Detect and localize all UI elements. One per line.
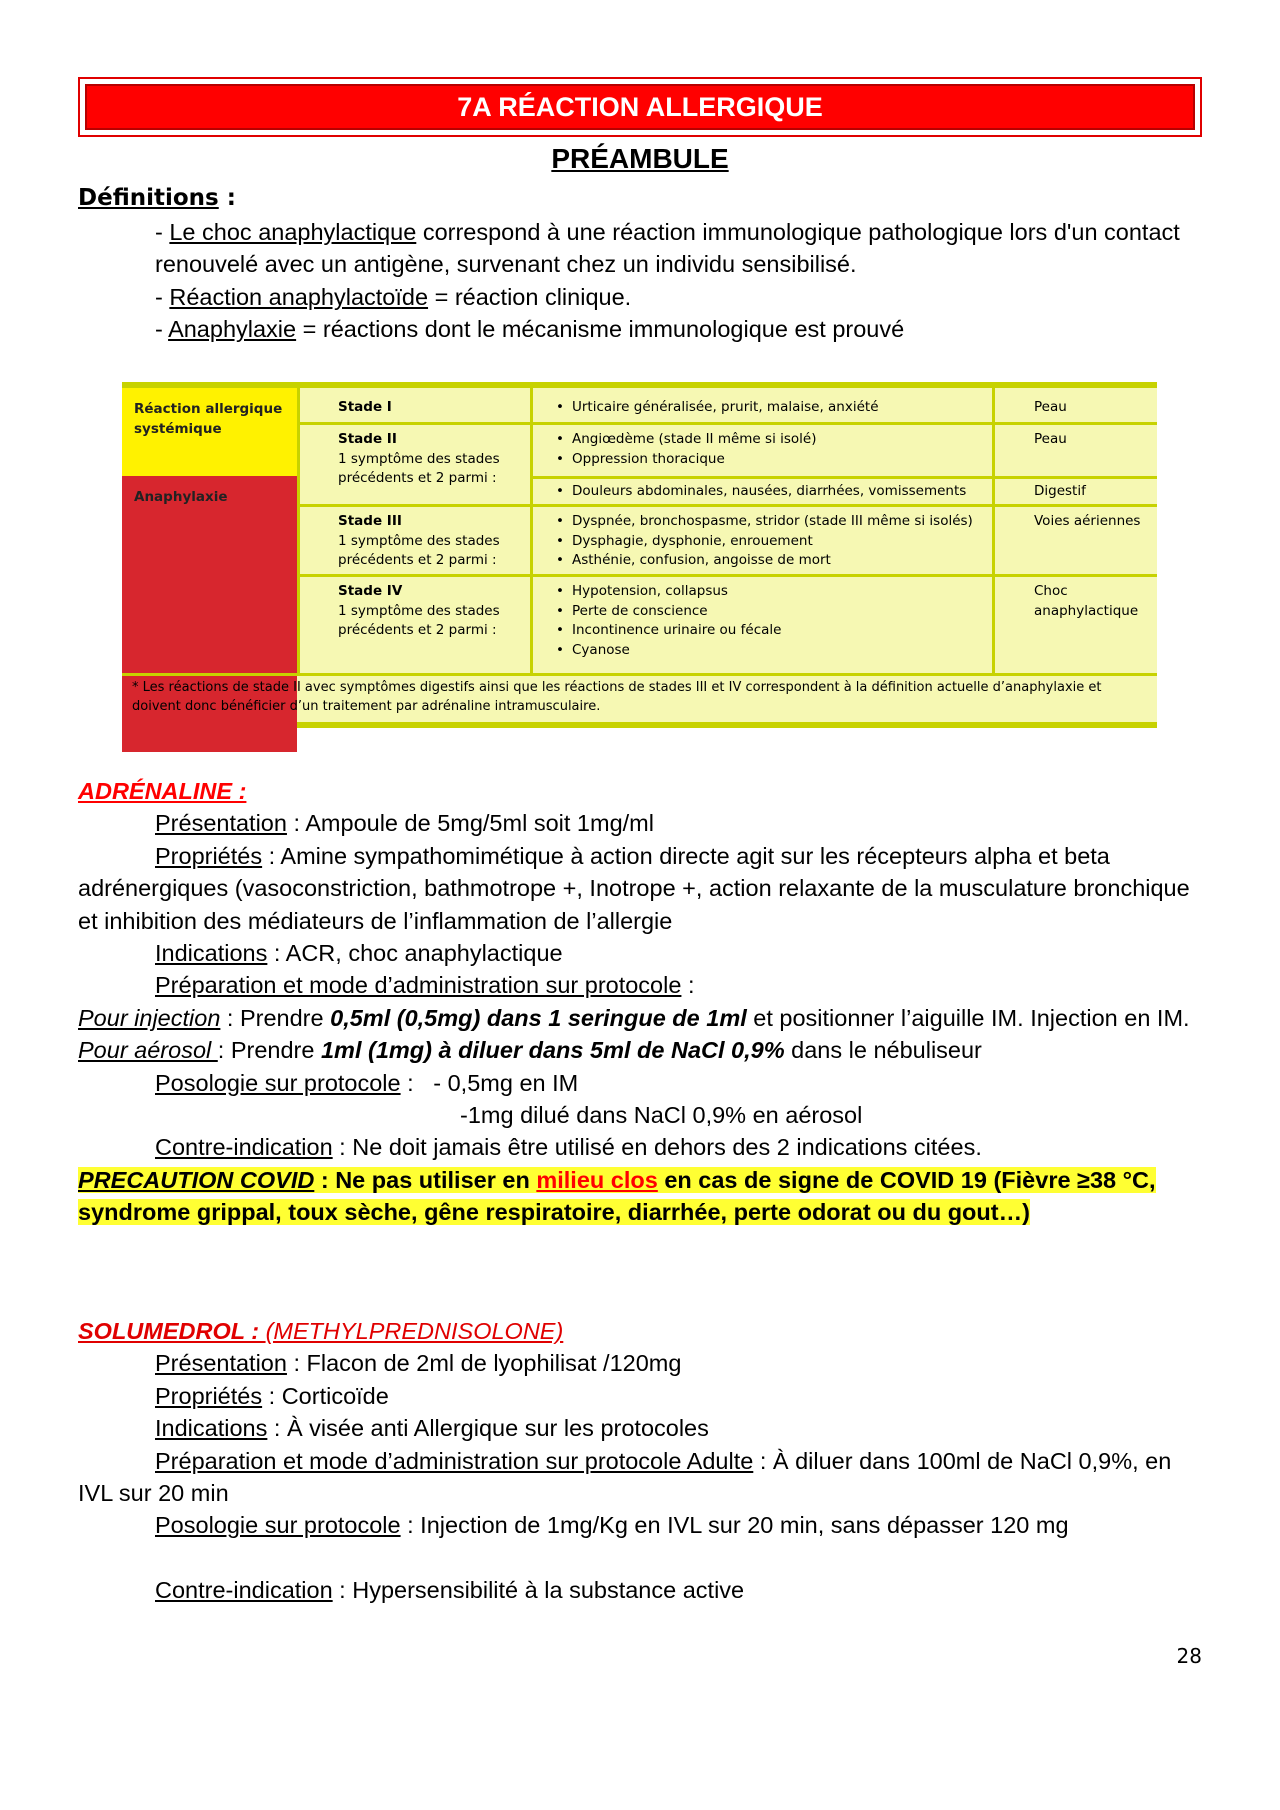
adrenaline-aerosol: Pour aérosol : Prendre 1ml (1mg) à diluer dans 5ml de NaCl 0,9% dans le nébuliseur bbox=[78, 1037, 982, 1064]
table-divider bbox=[297, 422, 1157, 425]
symptom-list bbox=[556, 398, 986, 418]
symptom-item: • Urticaire généralisée, prurit, malaise, anxiété bbox=[556, 398, 986, 418]
organ-label: Peau bbox=[1034, 399, 1067, 415]
solumedrol-section bbox=[78, 1315, 1208, 1606]
preambule-heading: PRÉAMBULE bbox=[551, 143, 729, 174]
symptom-item: • Dyspnée, bronchospasme, stridor (stade III même si isolés) bbox=[556, 512, 986, 532]
adrenaline-preparation: Préparation et mode d’administration sur protocole : bbox=[155, 972, 695, 999]
table-divider bbox=[297, 574, 1157, 577]
spacer bbox=[78, 1542, 1208, 1574]
symptom-list bbox=[556, 582, 986, 660]
symptom-list bbox=[556, 482, 986, 502]
covid-precaution: PRECAUTION COVID : Ne pas utiliser en milieu clos en cas de signe de COVID 19 (Fièvre ≥38 °C, syndrome grippal, toux sèche, gêne respiratoire, diarrhée, perte odorat ou du gout…) bbox=[78, 1166, 1156, 1226]
adrenaline-contraindication: Contre-indication : Ne doit jamais être utilisé en dehors des 2 indications citées. bbox=[155, 1134, 982, 1161]
table-divider bbox=[992, 388, 995, 673]
table-divider bbox=[530, 476, 1157, 479]
stage-label: Stade II 1 symptôme des stades précédents et 2 parmi : bbox=[338, 431, 500, 486]
anaphylaxis-stage-table bbox=[122, 382, 1157, 728]
organ-label: Peau bbox=[1034, 431, 1067, 447]
symptom-item: • Douleurs abdominales, nausées, diarrhées, vomissements bbox=[556, 482, 986, 502]
table-divider bbox=[297, 504, 1157, 507]
solumedrol-properties: Propriétés : Corticoïde bbox=[155, 1382, 389, 1409]
adrenaline-properties: Propriétés : Amine sympathomimétique à action directe agit sur les récepteurs alpha et beta adrénergiques (vasoconstriction, bathmotrope +, Inotrope +, action relaxante de la musculature bronchique et inhibition des médiateurs de l’inflammation de l’allergie bbox=[78, 842, 1190, 934]
adrenaline-injection: Pour injection : Prendre 0,5ml (0,5mg) dans 1 seringue de 1ml et positionner l’aiguille IM. Injection en IM. bbox=[78, 1004, 1190, 1031]
title-banner bbox=[78, 77, 1202, 137]
symptom-item: • Cyanose bbox=[556, 641, 986, 661]
symptom-item: • Angiœdème (stade II même si isolé) bbox=[556, 430, 986, 450]
definition-item: - Le choc anaphylactique correspond à une réaction immunologique pathologique lors d'un contact renouvelé avec un antigène, survenant chez un individu sensibilisé. bbox=[155, 219, 1180, 278]
adrenaline-presentation: Présentation : Ampoule de 5mg/5ml soit 1mg/ml bbox=[155, 810, 654, 837]
symptom-item: • Asthénie, confusion, angoisse de mort bbox=[556, 551, 986, 571]
table-divider bbox=[297, 388, 300, 673]
page-title: 7A RÉACTION ALLERGIQUE bbox=[85, 84, 1195, 130]
adrenaline-section bbox=[78, 775, 1208, 1229]
definition-item: - Réaction anaphylactoïde = réaction clinique. bbox=[155, 283, 632, 310]
solumedrol-indications: Indications : À visée anti Allergique sur les protocoles bbox=[155, 1415, 709, 1442]
stage-label: Stade IV 1 symptôme des stades précédents et 2 parmi : bbox=[338, 583, 500, 638]
organ-label: Digestif bbox=[1034, 483, 1086, 499]
group-anaphylaxie-label: Anaphylaxie bbox=[134, 489, 228, 505]
table-divider bbox=[122, 673, 1157, 676]
symptom-item: • Oppression thoracique bbox=[556, 450, 986, 470]
definitions-list bbox=[155, 216, 1205, 346]
symptom-list bbox=[556, 430, 986, 469]
definition-item: - Anaphylaxie = réactions dont le mécanisme immunologique est prouvé bbox=[155, 316, 905, 343]
adrenaline-posology: Posologie sur protocole : - 0,5mg en IM bbox=[155, 1069, 579, 1096]
definitions-heading: Définitions : bbox=[78, 185, 236, 211]
symptom-item: • Hypotension, collapsus bbox=[556, 582, 986, 602]
symptom-list bbox=[556, 512, 986, 571]
symptom-item: • Dysphagie, dysphonie, enrouement bbox=[556, 532, 986, 552]
adrenaline-posology-2: -1mg dilué dans NaCl 0,9% en aérosol bbox=[460, 1102, 863, 1129]
solumedrol-posology: Posologie sur protocole : Injection de 1mg/Kg en IVL sur 20 min, sans dépasser 120 mg bbox=[155, 1512, 1069, 1539]
table-footnote: * Les réactions de stade II avec symptômes digestifs ainsi que les réactions de stades III et IV correspondent à la définition actuelle d’anaphylaxie et doivent donc bénéficier d’un traitement par adrénaline intramusculaire. bbox=[132, 680, 1102, 714]
organ-label: Choc anaphylactique bbox=[1034, 583, 1139, 619]
solumedrol-heading: SOLUMEDROL : (METHYLPREDNISOLONE) bbox=[78, 1318, 564, 1344]
symptom-item: • Perte de conscience bbox=[556, 602, 986, 622]
solumedrol-presentation: Présentation : Flacon de 2ml de lyophilisat /120mg bbox=[155, 1350, 682, 1377]
solumedrol-contraindication: Contre-indication : Hypersensibilité à la substance active bbox=[155, 1576, 745, 1603]
group-systemic-label: Réaction allergique systémique bbox=[134, 401, 283, 437]
table-divider bbox=[530, 388, 533, 673]
page-number: 28 bbox=[1176, 1644, 1202, 1668]
stage-label: Stade III 1 symptôme des stades précédents et 2 parmi : bbox=[338, 513, 500, 568]
solumedrol-preparation: Préparation et mode d’administration sur protocole Adulte : À diluer dans 100ml de NaCl 0,9%, en IVL sur 20 min bbox=[78, 1447, 1172, 1507]
adrenaline-heading: ADRÉNALINE : bbox=[78, 778, 247, 804]
stage-label: Stade I bbox=[338, 399, 392, 415]
adrenaline-indications: Indications : ACR, choc anaphylactique bbox=[155, 940, 563, 967]
organ-label: Voies aériennes bbox=[1034, 513, 1141, 529]
symptom-item: • Incontinence urinaire ou fécale bbox=[556, 621, 986, 641]
